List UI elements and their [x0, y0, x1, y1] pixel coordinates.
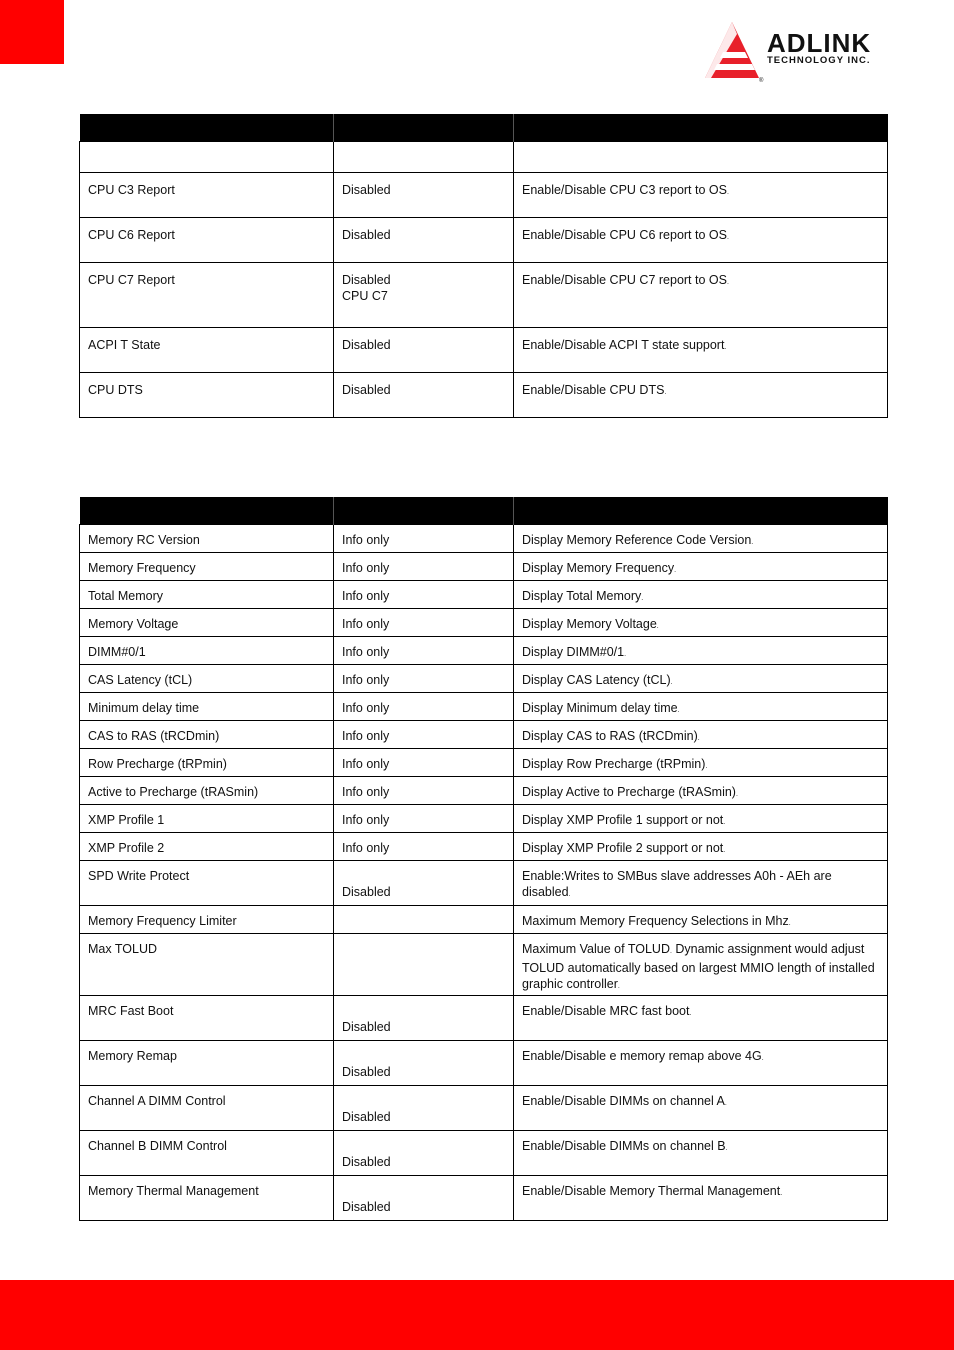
item-cell: XMP Profile 2 — [80, 833, 334, 861]
description-cell: Enable/Disable DIMMs on channel A. — [514, 1086, 888, 1131]
default-cell: Disabled — [334, 861, 514, 906]
default-cell: Info only — [334, 665, 514, 693]
description-cell: Display Memory Reference Code Version. — [514, 525, 888, 553]
description-cell: Display Total Memory. — [514, 581, 888, 609]
default-cell: Info only — [334, 693, 514, 721]
item-cell: CPU C3 Report — [80, 173, 334, 218]
description-cell: Enable/Disable CPU C7 report to OS. — [514, 263, 888, 328]
adlink-triangle-icon — [697, 20, 767, 84]
item-cell: Max TOLUD — [80, 934, 334, 996]
table-row — [80, 1086, 888, 1131]
default-cell: Disabled CPU C7 — [334, 263, 514, 328]
svg-text:®: ® — [759, 78, 764, 84]
cpu-power-table — [79, 114, 888, 418]
table-row — [80, 906, 888, 934]
description-cell: Enable:Writes to SMBus slave addresses A0h - AEh are disabled. — [514, 861, 888, 906]
item-cell: Memory Thermal Management — [80, 1176, 334, 1221]
item-cell: DIMM#0/1 — [80, 637, 334, 665]
item-cell: CAS Latency (tCL) — [80, 665, 334, 693]
table-row — [80, 934, 888, 996]
item-cell: Active to Precharge (tRASmin) — [80, 777, 334, 805]
table-row — [80, 1041, 888, 1086]
default-cell — [334, 934, 514, 996]
item-cell: Memory Frequency Limiter — [80, 906, 334, 934]
table-row — [80, 173, 888, 218]
table-header-row — [80, 114, 888, 142]
default-cell: Info only — [334, 637, 514, 665]
table-row — [80, 749, 888, 777]
default-cell: Disabled — [334, 1086, 514, 1131]
item-cell: MRC Fast Boot — [80, 996, 334, 1041]
header-cell — [514, 114, 888, 142]
item-cell: Memory Frequency — [80, 553, 334, 581]
default-cell: Info only — [334, 609, 514, 637]
default-cell: Disabled — [334, 218, 514, 263]
default-cell: Disabled — [334, 1176, 514, 1221]
default-cell: Disabled — [334, 996, 514, 1041]
item-cell: CAS to RAS (tRCDmin) — [80, 721, 334, 749]
description-cell: Enable/Disable Memory Thermal Management. — [514, 1176, 888, 1221]
brand-subtitle: TECHNOLOGY INC. — [767, 55, 871, 66]
header-cell — [514, 497, 888, 525]
item-cell: SPD Write Protect — [80, 861, 334, 906]
default-cell: Info only — [334, 553, 514, 581]
header-red-tab — [0, 0, 64, 64]
description-cell: Enable/Disable MRC fast boot. — [514, 996, 888, 1041]
item-cell: Channel A DIMM Control — [80, 1086, 334, 1131]
default-cell: Disabled — [334, 328, 514, 373]
table-row — [80, 609, 888, 637]
header-cell — [334, 497, 514, 525]
table-row — [80, 263, 888, 328]
item-cell: Channel B DIMM Control — [80, 1131, 334, 1176]
item-cell: ACPI T State — [80, 328, 334, 373]
table-row — [80, 373, 888, 418]
table-row — [80, 996, 888, 1041]
table-row — [80, 833, 888, 861]
default-cell: Info only — [334, 833, 514, 861]
default-cell: Info only — [334, 721, 514, 749]
table-row — [80, 693, 888, 721]
default-cell — [334, 906, 514, 934]
adlink-logo — [697, 20, 907, 84]
table-row — [80, 1176, 888, 1221]
default-cell: Info only — [334, 805, 514, 833]
header-cell — [334, 114, 514, 142]
description-cell: Maximum Memory Frequency Selections in Mhz. — [514, 906, 888, 934]
description-cell: Display CAS to RAS (tRCDmin). — [514, 721, 888, 749]
table-row — [80, 637, 888, 665]
description-cell: Display Memory Voltage. — [514, 609, 888, 637]
table-row — [80, 581, 888, 609]
item-cell: Total Memory — [80, 581, 334, 609]
default-cell: Disabled — [334, 1041, 514, 1086]
description-cell: Enable/Disable DIMMs on channel B. — [514, 1131, 888, 1176]
description-cell: Enable/Disable ACPI T state support. — [514, 328, 888, 373]
description-cell: Display CAS Latency (tCL). — [514, 665, 888, 693]
table-row — [80, 777, 888, 805]
description-cell: Display DIMM#0/1. — [514, 637, 888, 665]
default-cell: Info only — [334, 777, 514, 805]
table-row — [80, 142, 888, 173]
default-cell: Disabled — [334, 173, 514, 218]
description-cell — [514, 142, 888, 173]
table-row — [80, 665, 888, 693]
description-cell: Enable/Disable CPU C6 report to OS. — [514, 218, 888, 263]
description-cell: Display XMP Profile 2 support or not. — [514, 833, 888, 861]
item-cell: Memory Voltage — [80, 609, 334, 637]
footer-red-bar — [0, 1280, 954, 1350]
item-cell: Row Precharge (tRPmin) — [80, 749, 334, 777]
description-cell: Enable/Disable e memory remap above 4G. — [514, 1041, 888, 1086]
table-row — [80, 328, 888, 373]
table-row — [80, 805, 888, 833]
description-cell: Display Minimum delay time. — [514, 693, 888, 721]
item-cell: CPU C6 Report — [80, 218, 334, 263]
description-cell: Display Memory Frequency. — [514, 553, 888, 581]
default-cell: Info only — [334, 581, 514, 609]
memory-config-table — [79, 497, 888, 1221]
description-cell: Maximum Value of TOLUD. Dynamic assignment would adjust TOLUD automatically based on largest MMIO length of installed graphic controller. — [514, 934, 888, 996]
description-cell: Enable/Disable CPU DTS. — [514, 373, 888, 418]
item-cell: CPU C7 Report — [80, 263, 334, 328]
default-cell: Disabled — [334, 373, 514, 418]
header-cell — [80, 497, 334, 525]
description-cell: Display XMP Profile 1 support or not. — [514, 805, 888, 833]
table-row — [80, 861, 888, 906]
item-cell — [80, 142, 334, 173]
table-row — [80, 1131, 888, 1176]
table-header-row — [80, 497, 888, 525]
default-cell — [334, 142, 514, 173]
default-cell: Info only — [334, 525, 514, 553]
header-cell — [80, 114, 334, 142]
item-cell: Minimum delay time — [80, 693, 334, 721]
table-row — [80, 525, 888, 553]
description-cell: Enable/Disable CPU C3 report to OS. — [514, 173, 888, 218]
default-cell: Info only — [334, 749, 514, 777]
default-cell: Disabled — [334, 1131, 514, 1176]
item-cell: XMP Profile 1 — [80, 805, 334, 833]
description-cell: Display Active to Precharge (tRASmin). — [514, 777, 888, 805]
item-cell: Memory RC Version — [80, 525, 334, 553]
item-cell: Memory Remap — [80, 1041, 334, 1086]
item-cell: CPU DTS — [80, 373, 334, 418]
table-row — [80, 553, 888, 581]
table-row — [80, 721, 888, 749]
description-cell: Display Row Precharge (tRPmin). — [514, 749, 888, 777]
table-row — [80, 218, 888, 263]
brand-name: ADLINK — [767, 28, 872, 58]
